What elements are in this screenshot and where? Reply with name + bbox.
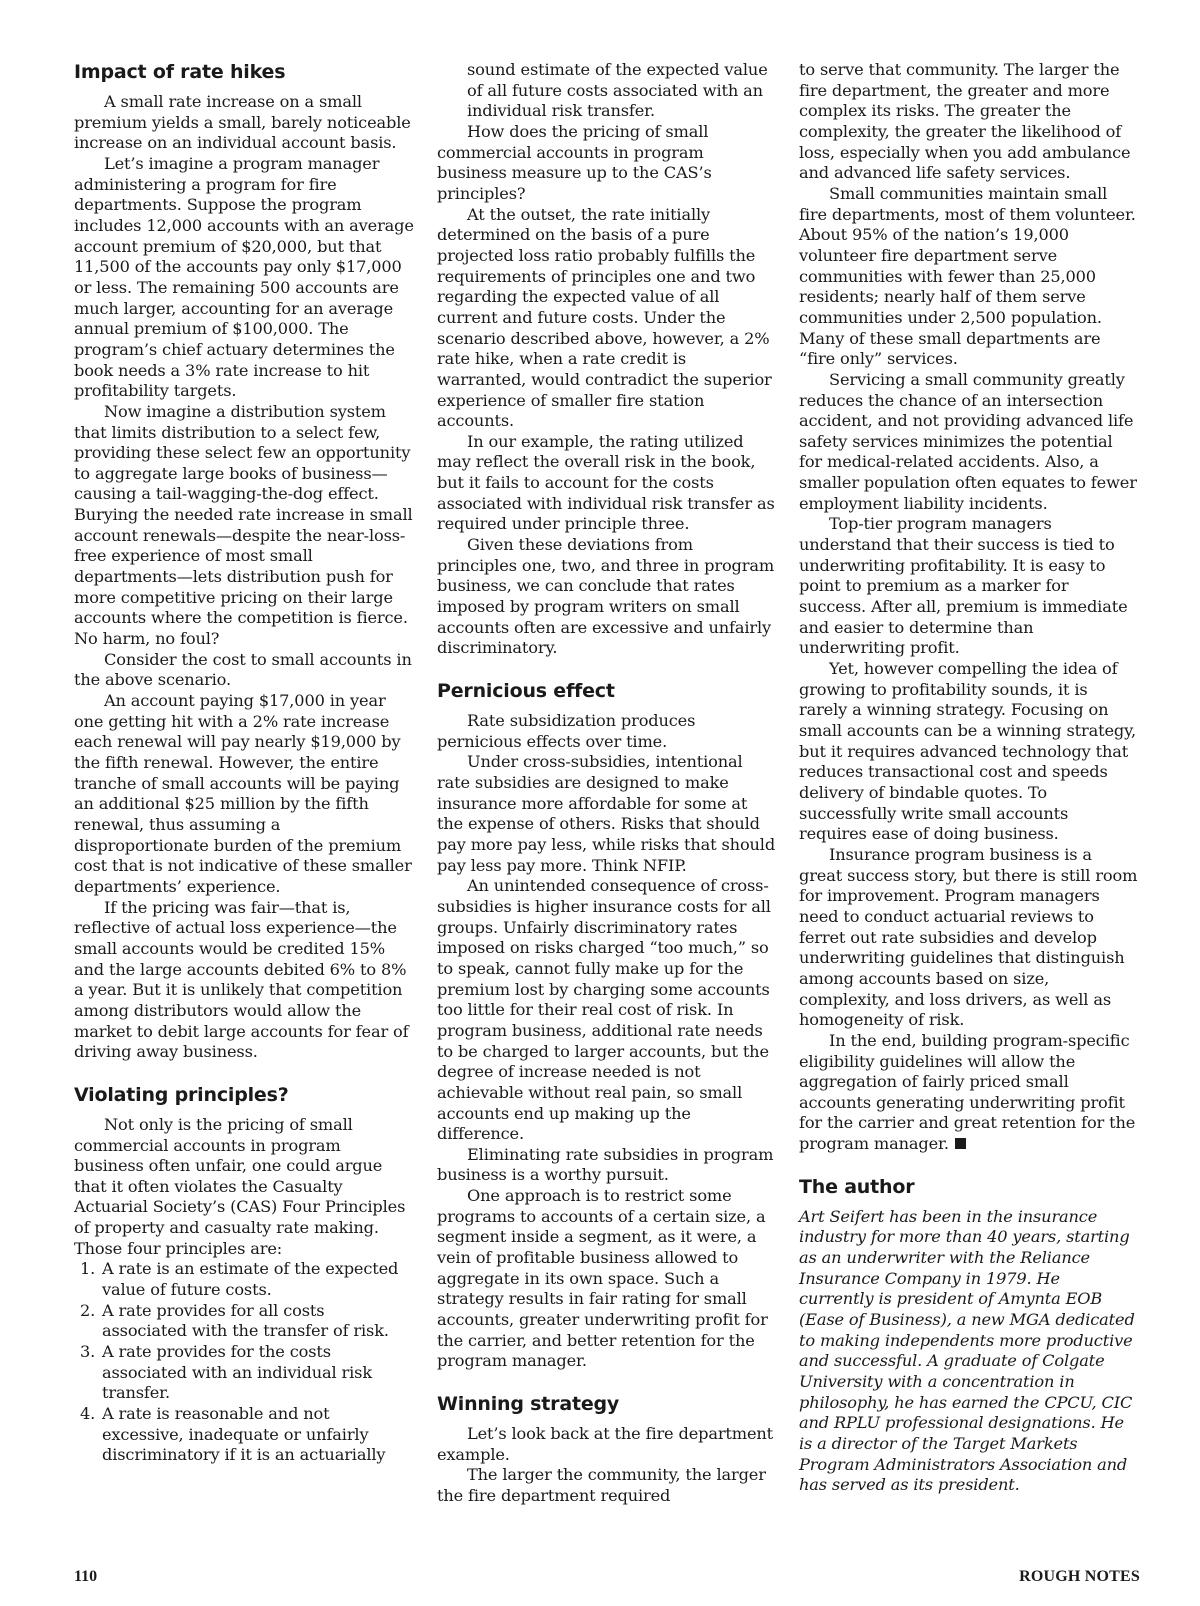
paragraph: At the outset, the rate initially determined on the basis of a pure projected loss ratio probably fulfills the requirements of principles one and two regarding the expected value of all current and future costs. Under the scenario described above, however, a 2% rate hike, when a rate credit is warranted, would contradict the superior experience of smaller fire station accounts. <box>437 204 772 431</box>
paragraph: Consider the cost to small accounts in the above scenario. <box>74 649 412 690</box>
principles-list <box>74 1259 414 1466</box>
paragraph: Eliminating rate subsidies in program business is a worthy pursuit. <box>437 1144 774 1185</box>
paragraph: If the pricing was fair—that is, reflective of actual loss experience—the small accounts would be credited 15% and the large accounts debited 6% to 8% a year. But it is unlikely that competition among distributors would allow the market to debit large accounts for fear of driving away business. <box>74 897 409 1062</box>
paragraph: Servicing a small community greatly reduces the chance of an intersection accident, and not providing advanced life safety services minimizes the potential for medical-related accidents. Also, a smaller population often equates to fewer employment liability incidents. <box>799 369 1137 513</box>
end-mark-icon <box>955 1138 966 1149</box>
section-heading-impact: Impact of rate hikes <box>74 61 286 83</box>
paragraph: Small communities maintain small fire departments, most of them volunteer. About 95% of the nation’s 19,000 volunteer fire department serve communities with fewer than 25,000 residents; nearly half of them serve communities under 2,500 population. Many of these small departments are “fire only” services. <box>799 183 1136 369</box>
section-heading-author: The author <box>799 1175 915 1198</box>
list-item: 4. A rate is reasonable and not excessive, inadequate or unfairly discriminatory if it is an actuarially <box>80 1404 386 1465</box>
list-item: 2. A rate provides for all costs associated with the transfer of risk. <box>80 1300 389 1341</box>
section-heading-winning: Winning strategy <box>437 1393 620 1416</box>
paragraph: Yet, however compelling the idea of growing to profitability sounds, it is rarely a winning strategy. Focusing on small accounts can be a winning strategy, but it requires advanced technology that reduces transactional cost and speeds delivery of bindable quotes. To successfully write small accounts requires ease of doing business. <box>799 659 1136 844</box>
paragraph: In our example, the rating utilized may reflect the overall risk in the book, but it fails to account for the costs associated with individual risk transfer as required under principle three. <box>437 431 775 534</box>
section-heading-violating: Violating principles? <box>74 1083 289 1106</box>
article-column-2 <box>437 60 777 1507</box>
section-heading-pernicious: Pernicious effect <box>437 680 615 703</box>
paragraph: Let’s look back at the fire department example. <box>437 1424 774 1464</box>
list-item: 3. A rate provides for the costs associated with an individual risk transfer. <box>80 1342 372 1403</box>
paragraph: Not only is the pricing of small commercial accounts in program business often unfair, one could argue that it often violates the Casualty Actuarial Society’s (CAS) Four Principles of property and casualty rate making. Those four principles are: <box>74 1114 406 1258</box>
paragraph: One approach is to restrict some programs to accounts of a certain size, a segment inside a segment, as it were, a vein of profitable business allowed to aggregate in its own space. Such a strategy results in fair rating for small accounts, greater underwriting profit for the carrier, and better retention for the program manager. <box>437 1186 768 1371</box>
paragraph: Insurance program business is a great success story, but there is still room for improvement. Program managers need to conduct actuarial reviews to ferret out rate subsidies and develop underwriting guidelines that distinguish among accounts based on size, complexity, and loss drivers, as well as homogeneity of risk. <box>799 844 1138 1030</box>
paragraph: The larger the community, the larger the fire department required <box>437 1465 766 1505</box>
page-footer <box>74 1568 1140 1592</box>
paragraph: sound estimate of the expected value of all future costs associated with an individual risk transfer. <box>467 60 768 121</box>
article-column-1 <box>74 60 414 1466</box>
paragraph: A small rate increase on a small premium yields a small, barely noticeable increase on an individual account basis. <box>74 92 411 153</box>
paragraph: Given these deviations from principles one, two, and three in program business, we can conclude that rates imposed by program writers on small accounts often are excessive and unfairly discriminatory. <box>437 535 775 658</box>
page-number: 110 <box>74 1568 98 1585</box>
paragraph: Rate subsidization produces pernicious effects over time. <box>437 711 696 751</box>
paragraph: Top-tier program managers understand that their success is tied to underwriting profitability. It is easy to point to premium as a marker for success. After all, premium is immediate and easier to determine than underwriting profit. <box>799 514 1128 658</box>
paragraph: An unintended consequence of cross-subsidies is higher insurance costs for all groups. Unfairly discriminatory rates imposed on risks charged “too much,” so to speak, cannot fully make up for the premium lost by charging some accounts too little for their real cost of risk. In program business, additional rate needs to be charged to larger accounts, but the degree of increase needed is not achievable without real pain, so small accounts end up making up the difference. <box>437 876 771 1144</box>
list-item: 1. A rate is an estimate of the expected value of future costs. <box>80 1259 399 1300</box>
paragraph: Under cross-subsidies, intentional rate subsidies are designed to make insurance more affordable for some at the expense of others. Risks that should pay more pay less, while risks that should pay less pay more. Think NFIP. <box>437 752 776 875</box>
paragraph: Let’s imagine a program manager administering a program for fire departments. Suppose the program includes 12,000 accounts with an average account premium of $20,000, but that 11,500 of the accounts pay only $17,000 or less. The remaining 500 accounts are much larger, accounting for an average annual premium of $100,000. The program’s chief actuary determines the book needs a 3% rate increase to hit profitability targets. <box>74 153 414 401</box>
paragraph: In the end, building program-specific eligibility guidelines will allow the aggregation of fairly priced small accounts generating underwriting profit for the carrier and great retention for the program manager. <box>799 1030 1136 1154</box>
paragraph: Now imagine a distribution system that limits distribution to a select few, providing these select few an opportunity to aggregate large books of business—causing a tail-wagging-the-dog effect. Burying the needed rate increase in small account renewals—despite the near-loss-free experience of most small departments—lets distribution push for more competitive pricing on their large accounts where the competition is fierce. No harm, no foul? <box>74 401 413 649</box>
paragraph: How does the pricing of small commercial accounts in program business measure up to the CAS’s principles? <box>437 121 712 203</box>
paragraph: An account paying $17,000 in year one getting hit with a 2% rate increase each renewal will pay nearly $19,000 by the fifth renewal. However, the entire tranche of small accounts will be paying an additional $25 million by the fifth renewal, thus assuming a disproportionate burden of the premium cost that is not indicative of these smaller departments’ experience. <box>74 691 412 896</box>
author-bio: Art Seifert has been in the insurance industry for more than 40 years, starting as an underwriter with the Reliance Insurance Company in 1979. He currently is president of Amynta EOB (Ease of Business), a new MGA dedicated to making independents more productive and successful. A graduate of Colgate University with a concentration in philosophy, he has earned the CPCU, CIC and RPLU professional designations. He is a director of the Target Markets Program Administrators Association and has served as its president. <box>799 1206 1135 1495</box>
publication-name: ROUGH NOTES <box>1019 1568 1140 1585</box>
paragraph: to serve that community. The larger the fire department, the greater and more complex its risks. The greater the complexity, the greater the likelihood of loss, especially when you add ambulance and advanced life safety services. <box>799 60 1131 183</box>
article-column-3 <box>799 60 1139 1496</box>
